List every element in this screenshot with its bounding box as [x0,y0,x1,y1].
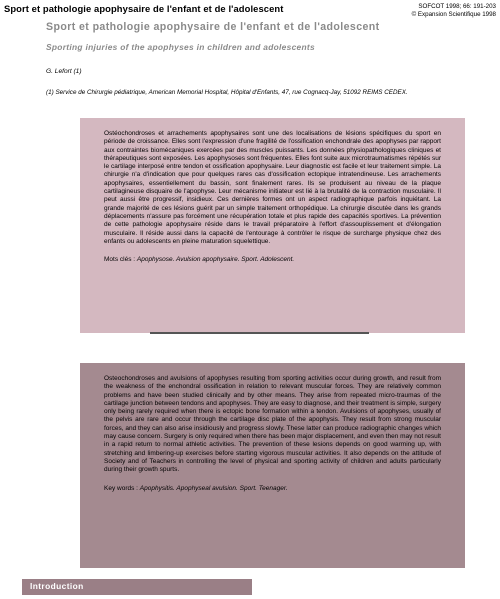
abstract-fr-text: Ostéochondroses et arrachements apophysaires sont une des localisations de lésions spécifiques du sport en période de croissance. Elles sont l'expression d'une fragilité de l'ossification enchondrale des apophyses par rapport aux contraintes biomécaniques exercées par des muscles puissants. Les données physiopathologiques cliniques et thérapeutiques sont exposées. Les apophysoses sont fréquentes. Elles font suite aux microtraumatismes répétés sur le cartilage interposé entre tendon et ossification apophysaire. Leur diagnostic est facile et leur traitement simple. La chirurgie n'a d'indication que pour quelques rares cas d'ossification ectopique intratendineuse. Les arrachements apophysaires, essentiellement du bassin, sont finalement rares. Ils se produisent au niveau de la plaque cartilagineuse disquaire de l'apophyse. Leur mécanisme initiateur est lié à la brutalité de la contraction musculaire. Il peut aussi être progressif, insidieux. Ces dernières formes ont un aspect radiographique parfois inquiétant. La grande majorité de ces lésions guérit par un simple traitement orthopédique. La chirurgie discutée dans les grands déplacements n'assure pas forcément une récupération totale et plus rapide des capacités sportives. La prévention de cette pathologie apophysaire réside dans le travail préparatoire à l'effort d'assouplissement et d'élongation musculaire. Il réside aussi dans la capacité de l'entourage à contrôler le risque de surcharge physique chez des enfants ou adolescents en pleine maturation squelettique. [104,130,441,245]
article-title-en: Sporting injuries of the apophyses in children and adolescents [46,42,315,52]
keywords-en-list: Apophysitis. Apophyseal avulsion. Sport. Teenager. [139,484,288,492]
abstract-divider [150,332,369,334]
journal-citation: SOFCOT 1998; 66: 191-203 [418,3,496,10]
abstract-en-box [80,363,465,568]
copyright-line: © Expansion Scientifique 1998 [411,11,496,18]
affiliation: (1) Service de Chirurgie pédiatrique, American Memorial Hospital, Hôpital d'Enfants, 47, rue Cognacq-Jay, 51092 REIMS CEDEX. [46,89,408,96]
keywords-en [104,485,441,493]
keywords-fr-list: Apophysose. Avulsion apophysaire. Sport. Adolescent. [136,256,295,264]
section-heading-introduction: Introduction [30,581,84,591]
keywords-fr-label: Mots clés : [104,256,136,264]
journal-reference [412,3,496,19]
keywords-en-label: Key words : [104,484,138,492]
running-title: Sport et pathologie apophysaire de l'enfant et de l'adolescent [4,3,284,14]
keywords-fr [104,256,441,264]
abstract-en-text: Osteochondroses and avulsions of apophyses resulting from sporting activities occur during growth, and result from the weakness of the enchondral ossification in relation to relevant muscular forces. They are relatively common problems and have been studied clinically and by other means. They arise from repeated micro-traumas of the cartilage junction between tendons and apophyses. They are easy to diagnose, and their treatment is simple, surgery only being rarely required when there is ectopic bone formation within a tendon. Avulsions of apophyses, usually of the pelvis are rare and occur through the cartilage disc plate of the apophysis. They result from strong muscular forces, and they can also arise insidiously and progress slowly. These latter can produce radiographic changes which may cause concern. Surgery is only required when there has been major displacement, and even then may not result in a rapid return to normal athletic activities. The prevention of these lesions depends on good warming up, with stretching and limbering-up exercises before starting vigorous muscular activities. It also depends on the attitude of Society and of Teachers in controlling the level of physical and sporting activity of children and adults particularly during their growth spurts. [104,375,441,474]
abstract-fr-box [80,118,465,333]
author: G. Lefort (1) [46,68,82,75]
article-title-fr: Sport et pathologie apophysaire de l'enfant et de l'adolescent [46,21,380,33]
